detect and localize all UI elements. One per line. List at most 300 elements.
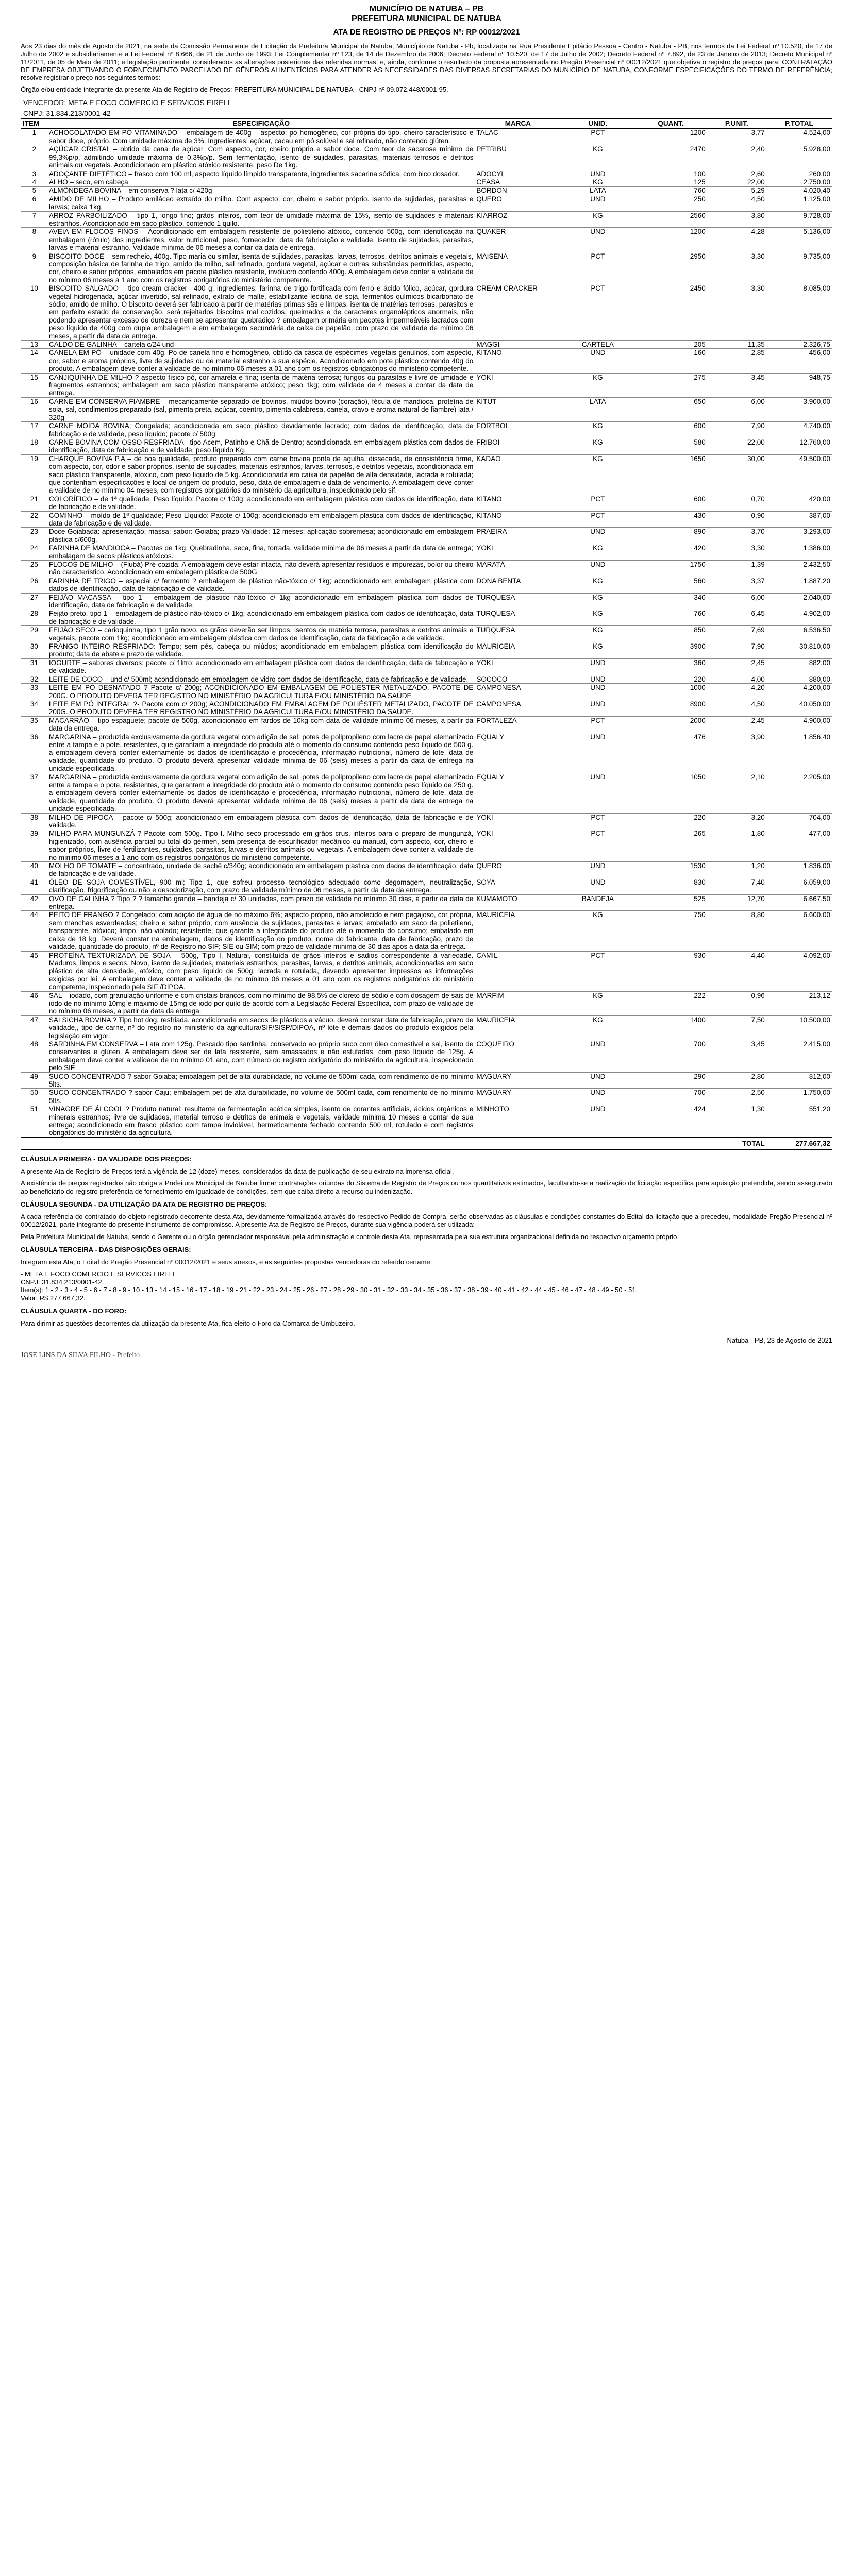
- table-header-row: [21, 119, 832, 129]
- item-number: 9: [21, 252, 47, 284]
- item-unit-price: 1,39: [707, 561, 766, 577]
- item-brand: YOKI: [475, 658, 561, 675]
- clause-title: CLÁUSULA SEGUNDA - DA UTILIZAÇÃO DA ATA DE REGISTRO DE PREÇOS:: [21, 1200, 267, 1209]
- item-brand: MAURICEIA: [475, 911, 561, 951]
- item-description: SUCO CONCENTRADO ? sabor Caju; embalagem pet de alta durabilidade, no volume de 500ml cada, com rendimento de no mínimo 5lts.: [47, 1089, 475, 1105]
- item-unit: PCT: [561, 252, 634, 284]
- items-body: [21, 129, 832, 1137]
- table-row: [21, 228, 832, 252]
- item-quantity: 1200: [634, 228, 707, 252]
- item-brand: QUAKER: [475, 228, 561, 252]
- item-total-price: 6.667,50: [766, 894, 832, 911]
- item-description: FEIJÃO SECO – carioquinha, tipo 1 grão novo, os grãos deverão ser limpos, isentos de matéria terrosa, parasitas e detritos animais e vegetais, pacote com 1kg; acondicionado em embalagem plástica com dados de identificação, data de fabricação e de validade.: [47, 626, 475, 642]
- item-total-price: 1.750,00: [766, 1089, 832, 1105]
- item-unit: UND: [561, 700, 634, 716]
- item-number: 39: [21, 829, 47, 862]
- item-total-price: 880,00: [766, 675, 832, 683]
- item-brand: CAMIL: [475, 951, 561, 991]
- item-unit-price: 2,50: [707, 1089, 766, 1105]
- item-unit-price: 3,45: [707, 373, 766, 397]
- item-number: 28: [21, 609, 47, 626]
- table-row: [21, 528, 832, 544]
- table-row: [21, 675, 832, 683]
- item-total-price: 2.432,50: [766, 561, 832, 577]
- item-total-price: 551,20: [766, 1105, 832, 1138]
- item-quantity: 750: [634, 911, 707, 951]
- item-unit-price: 4,28: [707, 228, 766, 252]
- item-number: 51: [21, 1105, 47, 1138]
- clause-block: [21, 1307, 832, 1327]
- item-brand: TURQUESA: [475, 593, 561, 609]
- table-row: [21, 195, 832, 211]
- item-description: MOLHO DE TOMATE – concentrado, unidade de sachê c/340g; acondicionado em embalagem plástica com dados de identificação, data de fabricação e de validade.: [47, 862, 475, 878]
- item-description: SAL – iodado, com granulação uniforme e com cristais brancos, com no mínimo de 98,5% de cloreto de sódio e com dosagem de sais de iodo de no mínimo 10mg e máximo de 15mg de iodo por quilo de acordo com a Legislação Federal Específica, com prazo de validade de no mínimo 06 meses, a partir da data da entrega.: [47, 991, 475, 1015]
- item-description: ÓLEO DE SOJA COMESTÍVEL, 900 ml; Tipo 1, que sofreu processo tecnológico adequado como degomagem, neutralização, clarificação, frigorificação ou não e desodorização, com prazo de validade mínimo de 06 meses, a partir da data da entrega.: [47, 878, 475, 894]
- item-number: 2: [21, 145, 47, 170]
- item-description: MARGARINA – produzida exclusivamente de gordura vegetal com adição de sal; potes de polipropileno com lacre de papel alemanizado entre a tampa e o pote, resistentes, que garantam a integridade do produto até o momento do consumo contendo peso líquido de 500 g. a embalagem deverá conter externamente os dados de identificação e procedência, informação nutricional, número de lote, data de validade, quantidade do produto. O produto deverá apresentar validade mínima de 06 (seis) meses a partir da data de entrega na unidade especificada.: [47, 733, 475, 773]
- item-brand: MARATÁ: [475, 561, 561, 577]
- table-row: [21, 1015, 832, 1040]
- table-row: [21, 397, 832, 421]
- col-header-total-price: P.TOTAL: [766, 119, 832, 129]
- item-unit: KG: [561, 642, 634, 659]
- item-brand: MAGUARY: [475, 1072, 561, 1089]
- col-header-unit: UNID.: [561, 119, 634, 129]
- item-total-price: 882,00: [766, 658, 832, 675]
- table-row: [21, 642, 832, 659]
- item-brand: CAMPONESA: [475, 684, 561, 700]
- item-unit-price: 2,85: [707, 349, 766, 373]
- item-number: 50: [21, 1089, 47, 1105]
- item-quantity: 205: [634, 341, 707, 349]
- item-unit: UND: [561, 349, 634, 373]
- item-unit: PCT: [561, 716, 634, 733]
- item-total-price: 456,00: [766, 349, 832, 373]
- item-unit: UND: [561, 733, 634, 773]
- table-row: [21, 609, 832, 626]
- item-quantity: 2000: [634, 716, 707, 733]
- item-brand: EQUALY: [475, 733, 561, 773]
- table-row: [21, 684, 832, 700]
- item-number: 38: [21, 813, 47, 829]
- item-unit-price: 22,00: [707, 438, 766, 454]
- table-row: [21, 716, 832, 733]
- item-description: ALMÔNDEGA BOVINA – em conserva ? lata c/ 420g: [47, 187, 475, 195]
- item-brand: QUERO: [475, 195, 561, 211]
- item-unit: KG: [561, 438, 634, 454]
- item-number: 35: [21, 716, 47, 733]
- table-row: [21, 422, 832, 438]
- date-line: Natuba - PB, 23 de Agosto de 2021: [727, 1336, 832, 1345]
- item-description: ARROZ PARBOILIZADO – tipo 1, longo fino; grãos inteiros, com teor de umidade máxima de 15%, isento de sujidades e materiais estranhos. Acondicionado em saco plástico, contendo 1 quilo.: [47, 211, 475, 228]
- item-brand: CREAM CRACKER: [475, 284, 561, 341]
- item-unit: UND: [561, 1089, 634, 1105]
- item-quantity: 650: [634, 397, 707, 421]
- item-brand: COQUEIRO: [475, 1040, 561, 1072]
- item-unit-price: 6,45: [707, 609, 766, 626]
- item-quantity: 580: [634, 438, 707, 454]
- items-table: [21, 119, 832, 1149]
- item-total-price: 2.326,75: [766, 341, 832, 349]
- prefeitura-heading: PREFEITURA MUNICIPAL DE NATUBA: [352, 14, 501, 23]
- item-number: 4: [21, 178, 47, 186]
- item-quantity: 830: [634, 878, 707, 894]
- item-brand: YOKI: [475, 813, 561, 829]
- item-description: SUCO CONCENTRADO ? sabor Goiaba; embalagem pet de alta durabilidade, no volume de 500ml cada, com rendimento de no mínimo 5lts.: [47, 1072, 475, 1089]
- table-row: [21, 1089, 832, 1105]
- clause-paragraph: A existência de preços registrados não obriga a Prefeitura Municipal de Natuba firmar contratações oriundas do Sistema de Registro de Preços ou nos quantitativos estimados, facultando-se a realização de licitação específica para aquisição pretendida, sendo assegurado ao beneficiário do registro preferência de fornecimento em igualdade de condições, sem que caiba direito a recurso ou indenização.: [21, 1179, 832, 1195]
- item-number: 19: [21, 454, 47, 495]
- item-number: 37: [21, 773, 47, 813]
- item-total-price: 1.125,00: [766, 195, 832, 211]
- item-description: BISCOITO SALGADO – tipo cream cracker –400 g; ingredientes: farinha de trigo fortificada com ferro e ácido fólico, açúcar, gordura vegetal hidrogenada, açúcar invertido, sal refinado, extrato de malte, estabilizante lecitina de soja, fermentos químicos bicarbonato de sódio, amido de milho. O biscoito deverá ser fabricado a partir de matérias primas sãs e limpas, isenta de matérias terrosas, parasitos e em perfeito estado de conservação, será rejeitados biscoitos mal cozidos, queimados e de caracteres organolépticos anormais, não podendo apresentar excesso de dureza e nem se apresentar quebradiço ? embalagem primária em pacotes impermeáveis lacrados com peso líquido de 400g com dupla embalagem e em embalagem secundária de caixa de papelão, com prazo de validade de mínimo 06 meses, a partir da data da entrega.: [47, 284, 475, 341]
- item-description: FLOCOS DE MILHO – (Flubá) Pré-cozida. A embalagem deve estar intacta, não deverá apresentar resíduos e impurezas, bolor ou cheiro não característico. Acondicionado em embalagem plástica de 500G: [47, 561, 475, 577]
- col-header-unit-price: P.UNIT.: [707, 119, 766, 129]
- item-unit: UND: [561, 170, 634, 178]
- item-number: 10: [21, 284, 47, 341]
- item-unit-price: 1,20: [707, 862, 766, 878]
- item-unit: PCT: [561, 495, 634, 511]
- item-unit-price: 3,70: [707, 528, 766, 544]
- item-quantity: 360: [634, 658, 707, 675]
- item-quantity: 1200: [634, 129, 707, 145]
- item-unit: UND: [561, 195, 634, 211]
- table-row: [21, 1105, 832, 1138]
- item-quantity: 100: [634, 170, 707, 178]
- table-row: [21, 773, 832, 813]
- item-number: 1: [21, 129, 47, 145]
- item-brand: FRIBOI: [475, 438, 561, 454]
- item-quantity: 525: [634, 894, 707, 911]
- item-description: FARINHA DE MANDIOCA – Pacotes de 1kg. Quebradinha, seca, fina, torrada, validade mínima de 06 meses a partir da data de entrega; embalagem de sacos plásticos atóxicos.: [47, 544, 475, 561]
- item-brand: MAGUARY: [475, 1089, 561, 1105]
- table-row: [21, 187, 832, 195]
- item-total-price: 2.415,00: [766, 1040, 832, 1072]
- item-unit-price: 7,69: [707, 626, 766, 642]
- item-quantity: 3900: [634, 642, 707, 659]
- item-brand: QUERO: [475, 862, 561, 878]
- item-unit-price: 1,30: [707, 1105, 766, 1138]
- clause-block: [21, 1200, 832, 1241]
- item-unit: UND: [561, 561, 634, 577]
- item-unit-price: 6,00: [707, 397, 766, 421]
- price-table-block: [21, 97, 832, 1150]
- item-unit: KG: [561, 544, 634, 561]
- item-total-price: 1.836,00: [766, 862, 832, 878]
- item-number: 40: [21, 862, 47, 878]
- item-description: ACHOCOLATADO EM PÓ VITAMINADO – embalagem de 400g – aspecto: pó homogêneo, cor própria do tipo, cheiro característico e sabor doce, próprio. Com umidade máxima de 3%. Ingredientes: açúcar, cacau em pó solúvel e sal refinado, não contendo glúten.: [47, 129, 475, 145]
- clause-paragraph: A presente Ata de Registro de Preços terá a vigência de 12 (doze) meses, considerados da data de publicação de seu extrato na imprensa oficial.: [21, 1167, 454, 1175]
- item-quantity: 275: [634, 373, 707, 397]
- item-unit-price: 3,37: [707, 577, 766, 593]
- item-unit: CARTELA: [561, 341, 634, 349]
- table-row: [21, 454, 832, 495]
- item-brand: MAURICEIA: [475, 642, 561, 659]
- cnpj-line: CNPJ: 31.834.213/0001-42: [21, 108, 832, 119]
- item-quantity: 420: [634, 544, 707, 561]
- item-unit: KG: [561, 373, 634, 397]
- item-total-price: 4.900,00: [766, 716, 832, 733]
- item-brand: YOKI: [475, 829, 561, 862]
- item-total-price: 5.136,00: [766, 228, 832, 252]
- table-row: [21, 284, 832, 341]
- table-row: [21, 544, 832, 561]
- table-row: [21, 170, 832, 178]
- item-quantity: 8900: [634, 700, 707, 716]
- item-total-price: 387,00: [766, 511, 832, 528]
- item-quantity: 1000: [634, 684, 707, 700]
- item-unit-price: 4,40: [707, 951, 766, 991]
- item-unit: UND: [561, 1105, 634, 1138]
- item-description: COMINHO – moído de 1ª qualidade; Peso Líquido: Pacote c/ 100g; acondicionado em embalagem plástica com dados de identificação, data de fabricação e de validade.: [47, 511, 475, 528]
- table-row: [21, 129, 832, 145]
- item-description: CARNE BOVINA COM OSSO RESFRIADA– tipo Acem, Patinho e Chã de Dentro; acondicionada em embalagem plástica com dados de identificação, data de fabricação e de validade, peso líquido Kg.: [47, 438, 475, 454]
- item-unit-price: 3,77: [707, 129, 766, 145]
- item-number: 26: [21, 577, 47, 593]
- item-number: 42: [21, 894, 47, 911]
- col-header-brand: MARCA: [475, 119, 561, 129]
- table-row: [21, 1072, 832, 1089]
- item-brand: MAURICEIA: [475, 1015, 561, 1040]
- item-brand: FORTBOI: [475, 422, 561, 438]
- item-brand: ADOCYL: [475, 170, 561, 178]
- clause-paragraph: A cada referência do contratado do objeto registrado decorrente desta Ata, devidamente formalizada através do respectivo Pedido de Compra, serão observadas as cláusulas e condições constantes do Edital da licitação que a precedeu, modalidade Pregão Presencial nº 00012/2021, parte integrante do presente instrumento de compromisso. A presente Ata de Registro de Preços, durante sua vigência poderá ser utilizada:: [21, 1212, 832, 1229]
- item-description: PROTEÍNA TEXTURIZADA DE SOJA – 500g, Tipo I, Natural, constituída de grãos inteiros e sadios correspondente à variedade. Maduros, limpos e secos. Novo, isento de sujidades, materiais estranhos, parasitas, larvas, e detritos animais, acondicionadas em saco plástico de alta densidade, atóxico, com peso líquido de 500g, lacrada e rotulada, devendo apresentar impressos as informações exigidas por lei. A embalagem deve conter a validade de no mínimo 06 meses a 01 ano com os registros obrigatórios do ministério competente, inspecionado pela SIF /DIPOA.: [47, 951, 475, 991]
- item-unit: KG: [561, 178, 634, 186]
- item-quantity: 890: [634, 528, 707, 544]
- item-unit-price: 2,60: [707, 170, 766, 178]
- item-quantity: 1530: [634, 862, 707, 878]
- item-description: Doce Goiabada: apresentação: massa; sabor: Goiaba; prazo Validade: 12 meses; aplicação sobremesa; acondicionado em embalagem plástica c/600g.: [47, 528, 475, 544]
- table-row: [21, 373, 832, 397]
- clause-title: CLÁUSULA TERCEIRA - DAS DISPOSIÇÕES GERAIS:: [21, 1246, 191, 1254]
- table-row: [21, 577, 832, 593]
- item-brand: MAISENA: [475, 252, 561, 284]
- clause-title: CLÁUSULA QUARTA - DO FORO:: [21, 1307, 127, 1315]
- col-header-qty: QUANT.: [634, 119, 707, 129]
- item-description: CARNE EM CONSERVA FIAMBRE – mecanicamente separado de bovinos, miúdos bovino (coração), fécula de mandioca, proteína de soja, sal, condimentos preparado (sal, pimenta preta, açúcar, coentro, pimenta calabresa, canela, cravo e aroma natural de fiambre) lata / 320g: [47, 397, 475, 421]
- item-number: 32: [21, 675, 47, 683]
- col-header-item: ITEM: [21, 119, 47, 129]
- item-quantity: 760: [634, 609, 707, 626]
- table-row: [21, 145, 832, 170]
- item-description: CARNE MOÍDA BOVINA; Congelada; acondicionada em saco plástico devidamente lacrado; com dados de identificação, data de fabricação e de validade, peso líquido; pacote c/ 500g.: [47, 422, 475, 438]
- item-unit: PCT: [561, 129, 634, 145]
- item-unit-price: 3,20: [707, 813, 766, 829]
- item-brand: YOKI: [475, 373, 561, 397]
- item-total-price: 2.205,00: [766, 773, 832, 813]
- item-description: AMIDO DE MILHO – Produto amiláceo extraído do milho. Com aspecto, cor, cheiro e sabor próprio. Isento de sujidades, parasitas e larvas; caixa 1kg.: [47, 195, 475, 211]
- item-total-price: 1.856,40: [766, 733, 832, 773]
- table-row: [21, 626, 832, 642]
- table-row: [21, 211, 832, 228]
- item-unit: PCT: [561, 284, 634, 341]
- item-number: 3: [21, 170, 47, 178]
- item-total-price: 4.200,00: [766, 684, 832, 700]
- item-total-price: 9.735,00: [766, 252, 832, 284]
- item-quantity: 265: [634, 829, 707, 862]
- item-unit-price: 22,00: [707, 178, 766, 186]
- table-row: [21, 495, 832, 511]
- item-number: 45: [21, 951, 47, 991]
- item-total-price: 10.500,00: [766, 1015, 832, 1040]
- item-total-price: 30.810,00: [766, 642, 832, 659]
- item-number: 7: [21, 211, 47, 228]
- item-unit-price: 0,70: [707, 495, 766, 511]
- item-quantity: 2470: [634, 145, 707, 170]
- item-unit: UND: [561, 658, 634, 675]
- item-quantity: 700: [634, 1040, 707, 1072]
- item-unit-price: 3,30: [707, 252, 766, 284]
- item-total-price: 6.059,00: [766, 878, 832, 894]
- orgao-paragraph: Órgão e/ou entidade integrante da presente Ata de Registro de Preços: PREFEITURA MUNICIPAL DE NATUBA - CNPJ nº 09.072.448/0001-95.: [21, 86, 448, 94]
- item-number: 22: [21, 511, 47, 528]
- item-number: 49: [21, 1072, 47, 1089]
- item-number: 33: [21, 684, 47, 700]
- table-row: [21, 593, 832, 609]
- item-unit-price: 5,29: [707, 187, 766, 195]
- item-quantity: 1050: [634, 773, 707, 813]
- item-unit: KG: [561, 454, 634, 495]
- item-description: SARDINHA EM CONSERVA – Lata com 125g. Pescado tipo sardinha, conservado ao próprio suco com óleo comestível e sal, isento de conservantes e glúten. A embalagem deve ser de lata resistente, sem amassados e não estufadas, com peso líquido de 125g. A embalagem deve conter a validade de no mínimo 01 ano, com número do registro obrigatório do ministério da agricultura, inspecionado pelo SIF.: [47, 1040, 475, 1072]
- item-number: 24: [21, 544, 47, 561]
- item-quantity: 340: [634, 593, 707, 609]
- item-brand: KIARROZ: [475, 211, 561, 228]
- item-brand: PRAEIRA: [475, 528, 561, 544]
- item-number: 48: [21, 1040, 47, 1072]
- clause-block: [21, 1155, 832, 1195]
- item-brand: YOKI: [475, 544, 561, 561]
- item-unit-price: 0,90: [707, 511, 766, 528]
- item-number: 16: [21, 397, 47, 421]
- table-row: [21, 733, 832, 773]
- item-number: 34: [21, 700, 47, 716]
- item-number: 31: [21, 658, 47, 675]
- item-number: 44: [21, 911, 47, 951]
- item-unit: UND: [561, 862, 634, 878]
- item-unit-price: 30,00: [707, 454, 766, 495]
- item-unit: UND: [561, 878, 634, 894]
- item-unit: LATA: [561, 187, 634, 195]
- item-quantity: 125: [634, 178, 707, 186]
- item-unit: KG: [561, 911, 634, 951]
- item-unit: PCT: [561, 829, 634, 862]
- item-total-price: 2.750,00: [766, 178, 832, 186]
- item-total-price: 3.900,00: [766, 397, 832, 421]
- item-brand: TALAC: [475, 129, 561, 145]
- item-unit: UND: [561, 1040, 634, 1072]
- clause-paragraph: - META E FOCO COMERCIO E SERVICOS EIRELI CNPJ: 31.834.213/0001-42. Item(s): 1 - 2 - 3 - 4 - 5 - 6 - 7 - 8 - 9 - 10 - 13 - 14 - 15 - 16 - 17 - 18 - 19 - 21 - 22 - 23 - 24 - 25 - 26 - 27 - 28 - 29 - 30 - 31 - 32 - 33 - 34 - 35 - 36 - 37 - 38 - 39 - 40 - 41 - 42 - 44 - 45 - 46 - 47 - 48 - 49 - 50 - 51. Valor: R$ 277.667,32.: [21, 1270, 638, 1302]
- item-total-price: 4.740,00: [766, 422, 832, 438]
- clause-block: [21, 1246, 832, 1302]
- item-total-price: 5.928,00: [766, 145, 832, 170]
- item-unit: KG: [561, 991, 634, 1015]
- item-total-price: 49.500,00: [766, 454, 832, 495]
- item-description: LEITE EM PÓ DESNATADO ? Pacote c/ 200g; ACONDICIONADO EM EMBALAGEM DE POLIÉSTER METALIZADO, PACOTE DE 200G. O PRODUTO DEVERÁ TER REGISTRO NO MINISTÉRIO DA AGRICULTURA E/OU MINISTÉRIO DA SAÚDE: [47, 684, 475, 700]
- signer-name: JOSE LINS DA SILVA FILHO - Prefeito: [21, 1351, 140, 1360]
- item-total-price: 812,00: [766, 1072, 832, 1089]
- item-number: 5: [21, 187, 47, 195]
- item-number: 27: [21, 593, 47, 609]
- table-row: [21, 951, 832, 991]
- item-unit: KG: [561, 609, 634, 626]
- item-description: FEIJÃO MACASSA – tipo 1 – embalagem de plástico não-tóxico c/ 1kg acondicionado em embalagem plástica com dados de identificação, data de fabricação e de validade.: [47, 593, 475, 609]
- item-number: 15: [21, 373, 47, 397]
- item-unit-price: 4,00: [707, 675, 766, 683]
- item-quantity: 1750: [634, 561, 707, 577]
- item-brand: KUMAMOTO: [475, 894, 561, 911]
- item-unit: PCT: [561, 951, 634, 991]
- item-unit-price: 8,80: [707, 911, 766, 951]
- table-row: [21, 862, 832, 878]
- item-description: ADOÇANTE DIETÉTICO – frasco com 100 ml, aspecto líquido límpido transparente, ingredientes sacarina sódica, com bico dosador.: [47, 170, 475, 178]
- item-description: CANJIQUINHA DE MILHO ? aspecto físico pó, cor amarela e fina; isenta de matéria terrosa; fungos ou parasitas e livre de umidade e fragmentos estranhos; embalagem em saco plástico transparente atóxico; peso 1kg; com validade de 4 meses a contar da data de entrega.: [47, 373, 475, 397]
- item-brand: FORTALEZA: [475, 716, 561, 733]
- intro-paragraph: Aos 23 dias do mês de Agosto de 2021, na sede da Comissão Permanente de Licitação da Prefeitura Municipal de Natuba, Município de Natuba - Pb, localizada na Rua Presidente Epitácio Pessoa - Centro - Natuba - PB, nos termos da Lei Federal nº 10.520, de 17 de Julho de 2002 e subsidiariamente a Lei Federal nº 8.666, de 21 de Junho de 1993; Lei Complementar nº 123, de 14 de Dezembro de 2006; Decreto Federal nº 10.520, de 17 de Julho de 2002; Decreto Federal nº 7.892, de 23 de Janeiro de 2013; Decreto Municipal nº 11/2011, de 05 de Maio de 2011; e legislação pertinente, considerados as alterações posteriores das referidas normas; e, ainda, conforme o resultado da proposta apresentada no Pregão Presencial nº 00012/2021 que objetiva o registro de preços para: CONTRATAÇÃO DE EMPRESA OBJETIVANDO O FORNECIMENTO PARCELADO DE GÊNEROS ALIMENTÍCIOS PARA ATENDER AS NECESSIDADES DAS DIVERSAS SECRETARIAS DO MUNICÍPIO DE NATUBA, CONFORME ESPECIFICAÇÕES DO TERMO DE REFERÊNCIA; resolve registrar o preço nos seguintes termos:: [21, 42, 832, 82]
- item-total-price: 40.050,00: [766, 700, 832, 716]
- item-unit-price: 1,80: [707, 829, 766, 862]
- item-unit-price: 4,50: [707, 700, 766, 716]
- item-quantity: 2950: [634, 252, 707, 284]
- item-unit: UND: [561, 1072, 634, 1089]
- ata-title: ATA DE REGISTRO DE PREÇOS Nº: RP 00012/2021: [333, 28, 520, 37]
- item-unit: KG: [561, 145, 634, 170]
- item-unit-price: 7,50: [707, 1015, 766, 1040]
- item-brand: KITANO: [475, 511, 561, 528]
- item-unit: KG: [561, 577, 634, 593]
- item-total-price: 1.887,20: [766, 577, 832, 593]
- item-description: FARINHA DE TRIGO – especial c/ fermento ? embalagem de plástico não-tóxico c/ 1kg; acondicionado em embalagem plástica com dados de identificação, data de fabricação e de validade.: [47, 577, 475, 593]
- table-row: [21, 658, 832, 675]
- item-description: VINAGRE DE ÁLCOOL ? Produto natural; resultante da fermentação acética simples, isento de corantes artificiais, ácidos orgânicos e minerais estranhos; livre de sujidades, material terroso e detritos de animais e vegetais, validade mínima 10 meses a contar de sua entrega; acondicionado em frasco plástico com tampa inviolável, hermeticamente fechado contendo 500 ml, rotulado e com registros obrigatórios do ministério da agricultura.: [47, 1105, 475, 1138]
- item-quantity: 850: [634, 626, 707, 642]
- item-description: MILHO PARA MUNGUNZÁ ? Pacote com 500g. Tipo I. Milho seco processado em grãos crus, inteiros para o preparo de mungunzá, higienizado, com ausência parcial ou total do gérmen, sem presença de escurificador mecânico ou manual, com aspecto, cor, cheiro e sabor próprios, livre de fertilizantes, sujidades, parasitas, larvas e detritos animais ou vegetais. A embalagem deve conter a validade de no mínimo 06 meses a 1 ano com os registros obrigatórios do ministério competente.: [47, 829, 475, 862]
- item-description: ALHO – seco, em cabeça: [47, 178, 475, 186]
- item-unit-price: 3,30: [707, 544, 766, 561]
- total-value: 277.667,32: [766, 1137, 832, 1149]
- table-row: [21, 878, 832, 894]
- item-description: MILHO DE PIPOCA – pacote c/ 500g; acondicionado em embalagem plástica com dados de identificação, data de fabricação e de validade.: [47, 813, 475, 829]
- item-brand: MAGGI: [475, 341, 561, 349]
- item-unit-price: 3,90: [707, 733, 766, 773]
- clause-paragraph: Integram esta Ata, o Edital do Pregão Presencial nº 00012/2021 e seus anexos, e as seguintes propostas vencedoras do referido certame:: [21, 1258, 432, 1266]
- item-total-price: 4.524,00: [766, 129, 832, 145]
- item-number: 23: [21, 528, 47, 544]
- vendor-line: VENCEDOR: META E FOCO COMERCIO E SERVICOS EIRELI: [21, 97, 832, 108]
- document-page: [21, 0, 832, 1360]
- item-description: Feijão preto, tipo 1 – embalagem de plástico não-tóxico c/ 1kg; acondicionado em embalagem plástica com dados de identificação, data de fabricação e de validade.: [47, 609, 475, 626]
- item-total-price: 420,00: [766, 495, 832, 511]
- item-unit-price: 4,20: [707, 684, 766, 700]
- item-brand: BORDON: [475, 187, 561, 195]
- item-total-price: 12.760,00: [766, 438, 832, 454]
- item-description: SALSICHA BOVINA ? Tipo hot dog, resfriada, acondicionada em sacos de plásticos a vácuo, deverá constar data de fabricação, prazo de validade,, tipo de carne, nº do registro no ministério da agricultura/SIF/SISP/DIPOA, nº lote e demais dados do produto exigidos pela legislação em vigor.: [47, 1015, 475, 1040]
- item-quantity: 1650: [634, 454, 707, 495]
- item-unit: UND: [561, 528, 634, 544]
- item-unit-price: 3,45: [707, 1040, 766, 1072]
- table-row: [21, 561, 832, 577]
- item-quantity: 560: [634, 577, 707, 593]
- item-total-price: 8.085,00: [766, 284, 832, 341]
- item-total-price: 4.092,00: [766, 951, 832, 991]
- item-unit-price: 6,00: [707, 593, 766, 609]
- item-total-price: 1.386,00: [766, 544, 832, 561]
- item-number: 18: [21, 438, 47, 454]
- item-quantity: 250: [634, 195, 707, 211]
- table-row: [21, 991, 832, 1015]
- item-number: 29: [21, 626, 47, 642]
- item-description: FRANGO INTEIRO RESFRIADO: Tempo; sem pés, cabeça ou miúdos; acondicionado em embalagem plástica com identificação do produto; data de abate e prazo de validade.: [47, 642, 475, 659]
